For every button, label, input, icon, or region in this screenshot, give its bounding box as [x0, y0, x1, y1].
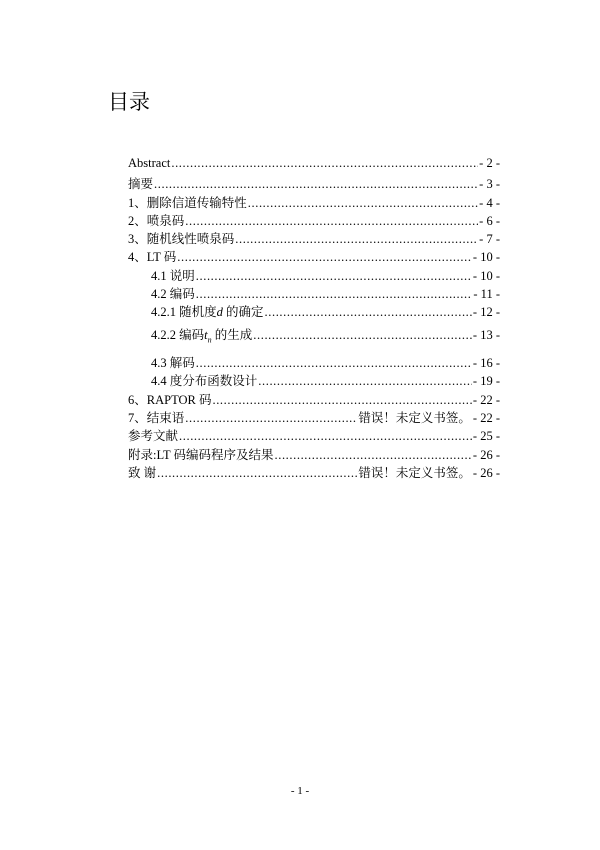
page-title: 目录 [108, 90, 150, 114]
toc-page-number: - 26 - [472, 448, 500, 462]
toc-entry-label: 摘要 [128, 177, 154, 191]
toc-page-number: - 3 - [479, 177, 500, 191]
toc-page-number: - 16 - [472, 356, 500, 370]
toc-entry-section-2[interactable] [128, 213, 500, 230]
toc-entry-section-6[interactable] [128, 392, 500, 409]
toc-entry-label: 附录:LT 码编码程序及结果 [128, 448, 274, 462]
dot-leader [185, 410, 357, 427]
toc-page-number: - 6 - [479, 214, 500, 228]
toc-page-number: - 10 - [472, 269, 500, 283]
toc-page-number: - 2 - [479, 156, 500, 170]
toc-entry-section-3[interactable] [128, 231, 500, 248]
math-subscript: n [207, 335, 212, 345]
toc-entry-label: 4、LT 码 [128, 250, 177, 264]
toc-page-number: - 11 - [473, 287, 500, 301]
dot-leader [171, 155, 478, 172]
toc-entry-section-1[interactable] [128, 195, 500, 212]
toc-entry-abstract-zh[interactable] [128, 176, 500, 193]
toc-entry-label [151, 327, 252, 349]
toc-entry-abstract[interactable] [128, 155, 500, 172]
toc-entry-section-4-2-2[interactable] [151, 327, 500, 344]
toc-page-number: - 22 - [472, 411, 500, 425]
toc-entry-label: 参考文献 [128, 429, 179, 443]
bookmark-error-text: 错误！未定义书签。 [358, 466, 471, 480]
toc-page-number: - 26 - [472, 466, 500, 480]
toc-entry-section-7[interactable] [128, 410, 500, 427]
dot-leader [253, 327, 472, 344]
toc-entry-appendix[interactable] [128, 447, 500, 464]
toc-page-number: - 19 - [472, 374, 500, 388]
toc-entry-section-4[interactable] [128, 249, 500, 266]
dot-leader [196, 286, 473, 303]
dot-leader [196, 355, 472, 372]
math-variable: d [216, 305, 223, 319]
toc-entry-label: 4.1 说明 [151, 269, 195, 283]
dot-leader [185, 213, 478, 230]
toc-entry-section-4-1[interactable] [151, 268, 500, 285]
toc-entry-references[interactable] [128, 428, 500, 445]
dot-leader [196, 268, 472, 285]
dot-leader [235, 231, 478, 248]
toc-entry-acknowledgements[interactable] [128, 465, 500, 482]
toc-entry-label: 4.4 度分布函数设计 [151, 374, 258, 388]
toc-entry-label: 4.2 编码 [151, 287, 195, 301]
toc-entry-section-4-3[interactable] [151, 355, 500, 372]
page-number-footer: - 1 - [290, 785, 310, 797]
bookmark-error-text: 错误！未定义书签。 [358, 411, 471, 425]
dot-leader [212, 392, 471, 409]
toc-entry-label: 3、随机线性喷泉码 [128, 232, 235, 246]
dot-leader [154, 176, 478, 193]
toc-label-text: 的生成 [211, 328, 253, 342]
dot-leader [157, 465, 357, 482]
toc-page-number: - 7 - [479, 232, 500, 246]
toc-entry-label: 2、喷泉码 [128, 214, 185, 228]
toc-entry-label: 7、结束语 [128, 411, 185, 425]
toc-entry-label [151, 304, 264, 321]
toc-entry-label: 1、删除信道传输特性 [128, 196, 247, 210]
dot-leader [275, 447, 472, 464]
toc-label-text: 4.2.1 随机度 [151, 305, 217, 319]
toc-page-number: - 13 - [472, 328, 500, 342]
dot-leader [179, 428, 472, 445]
toc-page-number: - 10 - [472, 250, 500, 264]
math-variable: t [204, 328, 208, 342]
toc-label-text: 4.2.2 编码 [151, 328, 205, 342]
toc-entry-label: 6、RAPTOR 码 [128, 393, 212, 407]
toc-entry-label: 4.3 解码 [151, 356, 195, 370]
toc-page-number: - 22 - [472, 393, 500, 407]
dot-leader [248, 195, 478, 212]
dot-leader [258, 373, 472, 390]
toc-entry-label: 致 谢 [128, 466, 157, 480]
dot-leader [177, 249, 472, 266]
toc-page-number: - 12 - [472, 305, 500, 319]
toc-label-text: 的确定 [222, 305, 264, 319]
toc-page-number: - 25 - [472, 429, 500, 443]
toc-entry-label: Abstract [128, 156, 171, 170]
toc-page-number: - 4 - [479, 196, 500, 210]
toc-entry-section-4-2-1[interactable] [151, 304, 500, 321]
dot-leader [265, 304, 472, 321]
toc-entry-section-4-4[interactable] [151, 373, 500, 390]
toc-entry-section-4-2[interactable] [151, 286, 500, 303]
